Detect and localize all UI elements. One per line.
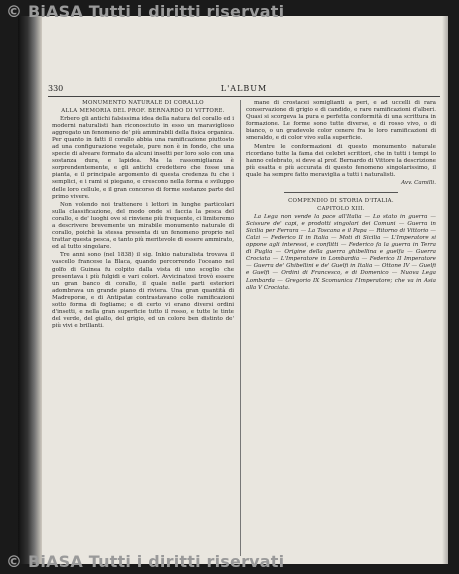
book-binding (18, 16, 42, 564)
paragraph: Erbero gli antichi falsissima idea della natura del corallo ed i moderni naturalisti han riconosciuto in esso un maraviglioso aggregato un fenomeno de' più ammirabili della fisica organica. Per quanto in fatti il corallo abbia una ramificazione piuttosto ad una configurazione vegetale, pure non è in fondo, che una specie di alveare formato da alcuni insetti per loro solo con una sostanza dura, e lapidea. Ma la rassomiglianza è sorprendentemente, e gli antichi credettero che fosse una pianta, e il principale argomento di questa credenza fu che i semplici, e i rami si piegano, e crescono nella forma e sviluppo delle loro cellule, e il gran concorso di forme sostanze parte del primo vivere. (52, 115, 234, 200)
left-column (52, 100, 234, 556)
chapter-summary: La Lega non vende la pace all'Italia — Lo stato in guerra — Scissure de' capi, e prodotti singolari dei Comuni — Guerra in Sicilia per Ferrara — La Toscana e il Papa — Ritorno di Vittorio — Calzi — Federico II in Italia — Moti di Sicilia — L'Imperatore si oppone agli interessi, e conflitti — Federico fa la guerra in Terra di Puglia — Origine della guerra ghibellina e guelfa — Guerra Crociata — L'Imperatore in Lombardia — Federico II Imperatore — Guerra de' Ghibellini e de' Guelfi in Italia — Ottone IV — Guelfi e Guelfi — Ordini di Francesco, e di Domenico — Nuova Lega Lombarda — Gregorio IX Scomunica l'Imperatore; che va in Asia alla V Crociata. (246, 213, 436, 291)
section-separator (284, 192, 398, 193)
paragraph: Mentre le conformazioni di questo monumento naturale ricordano tutte la fama dei celebri scrittori, che in tutti i tempi lo hanno celebrato, si deve al prof. Bernardo di Vittore la descrizione più esatta e più accurata di questo fenomeno singolarissimo, il quale ha sempre fatto meraviglia a tutti i naturalisti. (246, 143, 436, 178)
journal-title: L'ALBUM (220, 84, 268, 93)
page-header (48, 84, 440, 97)
article-subheading: ALLA MEMORIA DEL PROF. BERNARDO DI VITTORE. (61, 107, 225, 114)
author-signature: Avv. Camilli. (401, 180, 436, 187)
right-column (246, 100, 436, 556)
paragraph: Tre anni sono (nel 1838) il sig. Inkio naturalista trovava il vascello francese la Blaca, quando percorrendo l'oceano nel golfo di Guinea fu colpito dalla vista di uno scoglio che presentava i più fulgidi e vari colori. Avvicinatosi trovò essere un gran banco di corallo, il quale nelle parti esteriori adombrava un grande piano di riviera. Una gran quantità di Madreporæ, e di Antipatæ contrastavano colle ramificazioni sotto forma di fogliame; e di certo vi erano diversi ordini d'insetti, e nella gran superficie tutto il rosso, e tutte le tinte del verde, del giallo, del grigio, ed un colore ben distinto de' più vivi e brillanti. (52, 252, 234, 330)
paragraph: Non volendo noi trattenere i lettori in lunghe particolari sulla classificazione, del modo onde si faccia la pesca del corallo, e de' luoghi ove si rinviene più frequente, ci limiteremo a descrivere brevemente un mirabile monumento naturale di corallo, poichè la stessa presenta di un fenomeno proprio nel trattar questa pesca, e tanto più meritevole di essere ammirato, ed al tutto singolare. (52, 201, 234, 251)
watermark-bottom: © BiASA Tutti i diritti riservati (6, 552, 285, 571)
page-edge-shadow (442, 16, 448, 564)
scanned-page (18, 16, 448, 564)
page-number: 330 (48, 84, 64, 93)
article-heading: MONUMENTO NATURALE DI CORALLO (82, 100, 204, 106)
section-title: COMPENDIO DI STORIA D'ITALIA. (288, 198, 394, 205)
watermark-top: © BiASA Tutti i diritti riservati (6, 2, 285, 21)
column-divider (240, 100, 241, 556)
chapter-summary-block (246, 214, 436, 292)
chapter-title: CAPITOLO XIII. (317, 205, 365, 212)
paragraph: mane di crostacei somiglianti a peri, e ad uccelli di rara conservazione di grigio e di candido, e rare ramificazioni d'alberi. Quasi si scorgeva la pura e perfetta conformità di una scrittura in formazione. Le forme sono tutte diverse, e di rosso vivo, o di bianco, o un gradevole color cenere fra le loro ramificazioni di smeraldo, e di color vivo sulla superficie. (246, 100, 436, 142)
